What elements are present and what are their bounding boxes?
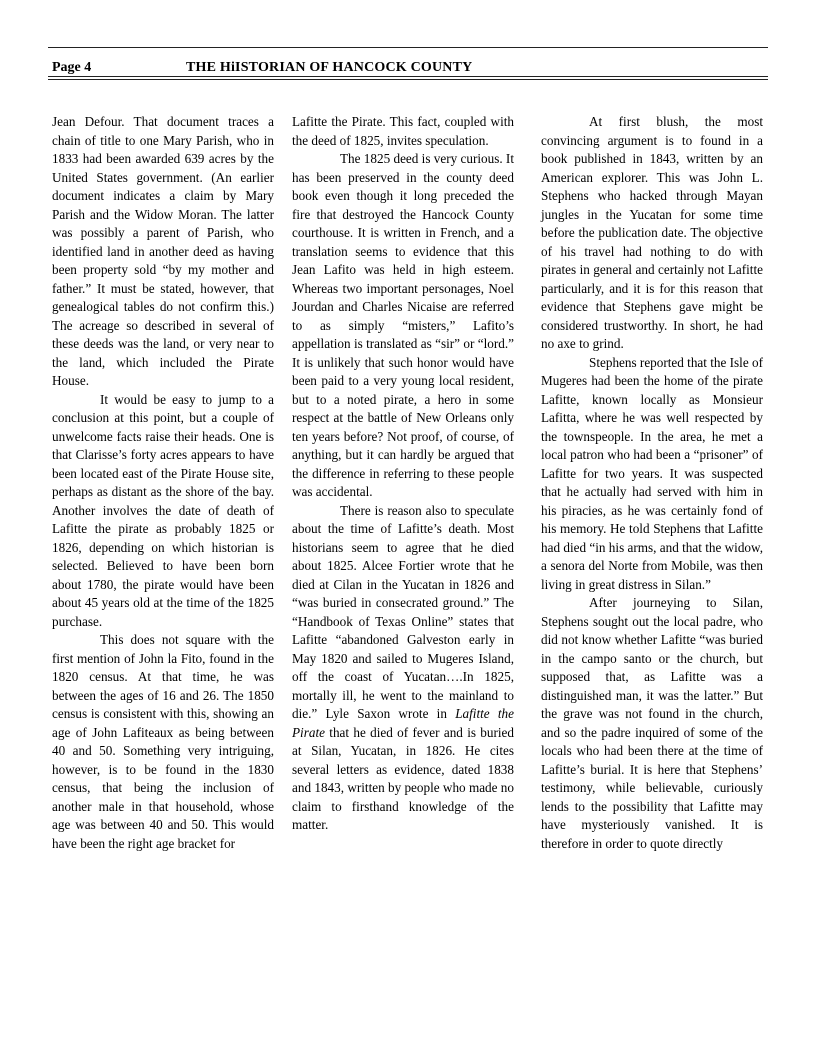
article-column-3 [541, 113, 763, 853]
column-3-paragraph-3: After journeying to Silan, Stephens sought out the local padre, who did not know whether Lafitte “was buried in the campo santo or the church, but supposed that, as Lafitte was a distinguished man, it was the latter.” But the grave was not found in the church, and so the padre inquired of some of the locals who had been there at the time of Lafitte’s burial. It is here that Stephens’ testimony, while believable, curiously lends to the possibility that Lafitte may have mysteriously vanished. It is therefore in order to quote directly [541, 595, 763, 851]
article-column-2 [292, 113, 514, 835]
column-2-paragraph-2: The 1825 deed is very curious. It has been preserved in the county deed book even though it long preceded the fire that destroyed the Hancock County courthouse. It is written in French, and a translation seems to evidence that this Jean Lafito was held in high esteem. Whereas two important personages, Noel Jourdan and Charles Nicaise are referred to as simply “misters,” Lafito’s appellation is translated as “sir” or “lord.” It is unlikely that such honor would have been paid to a very young local resident, but to a noted pirate, a hero in some respect at the battle of New Orleans only ten years before? Not proof, of course, of anything, but it can hardly be argued that the difference in referring to these people was accidental. [292, 151, 514, 499]
publication-title: THE HiISTORIAN OF HANCOCK COUNTY [186, 60, 473, 75]
column-2-paragraph-1: Lafitte the Pirate. This fact, coupled with the deed of 1825, invites speculation. [292, 114, 514, 148]
page-number: Page 4 [52, 60, 92, 75]
column-2-paragraph-3 [292, 502, 514, 835]
book-title: Lafitte the Pirate [292, 706, 514, 740]
column-3-paragraph-2: Stephens reported that the Isle of Mugeres had been the home of the pirate Lafitte, known locally as Monsieur Lafitta, where he was well respected by the townspeople. In the area, he met a local patron who had been a “prisoner” of Lafitte for two years. It was suspected that he actually had served with him in his piracies, as he was certainly fond of his memory. He told Stephens that Lafitte had died “in his arms, and that the widow, a senora del Norte from Mobile, was then living in great distress in Silan.” [541, 354, 763, 592]
column-1-paragraph-3: This does not square with the first mention of John la Fito, found in the 1820 census. At that time, he was between the ages of 16 and 26. The 1850 census is consistent with this, showing an age of John Lafiteaux as being between 40 and 50. Something very intriguing, however, is to be found in the 1830 census, that being the inclusion of another male in that household, whose age was between 40 and 50. This would have been the right age bracket for [52, 632, 274, 851]
header-bottom-rule [48, 76, 768, 77]
column-1-paragraph-1: Jean Defour. That document traces a chain of title to one Mary Parish, who in 1833 had been awarded 639 acres by the United States government. (An earlier document indicates a claim by Mary Parish and the Widow Moran. The latter was possibly a parent of Parish, who identified land in another deed as having been property sold “by my mother and father.” It must be stated, however, that genealogical tables do not confirm this.) The acreage so described in several of these deeds was the land, or very near to the land, which included the Pirate House. [52, 114, 274, 388]
column-1-paragraph-2: It would be easy to jump to a conclusion at this point, but a couple of unwelcome facts raise their heads. One is that Clarisse’s forty acres appears to have been located east of the Pirate House site, perhaps as distant as the shore of the bay. Another involves the date of death of Lafitte the pirate as probably 1825 or 1826, depending on which historian is selected. Believed to have been born about 1780, the pirate would have been about 45 years old at the time of the 1825 purchase. [52, 391, 274, 629]
paragraph-text-after-title: that he died of fever and is buried at Silan, Yucatan, in 1826. He cites several letters as evidence, dated 1838 and 1843, written by people who made no claim to firsthand knowledge of the matter. [292, 724, 514, 832]
column-3-paragraph-1: At first blush, the most convincing argument is to found in a book published in 1843, written by an American explorer. This was John L. Stephens who hacked through Mayan jungles in the Yucatan for some time before the publication date. The objective of his travel had nothing to do with pirates in general and certainly not Lafitte particularly, and it is for this reason that evidence that Stephens gave might be considered trustworthy. In short, he had no axe to grind. [541, 114, 763, 351]
header-top-rule [48, 47, 768, 48]
header-bottom-rule-double [48, 79, 768, 80]
article-column-1 [52, 113, 274, 853]
paragraph-text-before-title: There is reason also to speculate about the time of Lafitte’s death. Most historians seem to agree that he died about 1825. Alcee Fortier wrote that he died at Cilan in the Yucatan in 1826 and “was buried in consecrated ground.” The “Handbook of Texas Online” states that Lafitte “abandoned Galveston early in May 1820 and sailed to Mugeres Island, off the coast of Yucatan….In 1825, mortally ill, he went to the mainland to die.” Lyle Saxon wrote in [292, 502, 514, 721]
